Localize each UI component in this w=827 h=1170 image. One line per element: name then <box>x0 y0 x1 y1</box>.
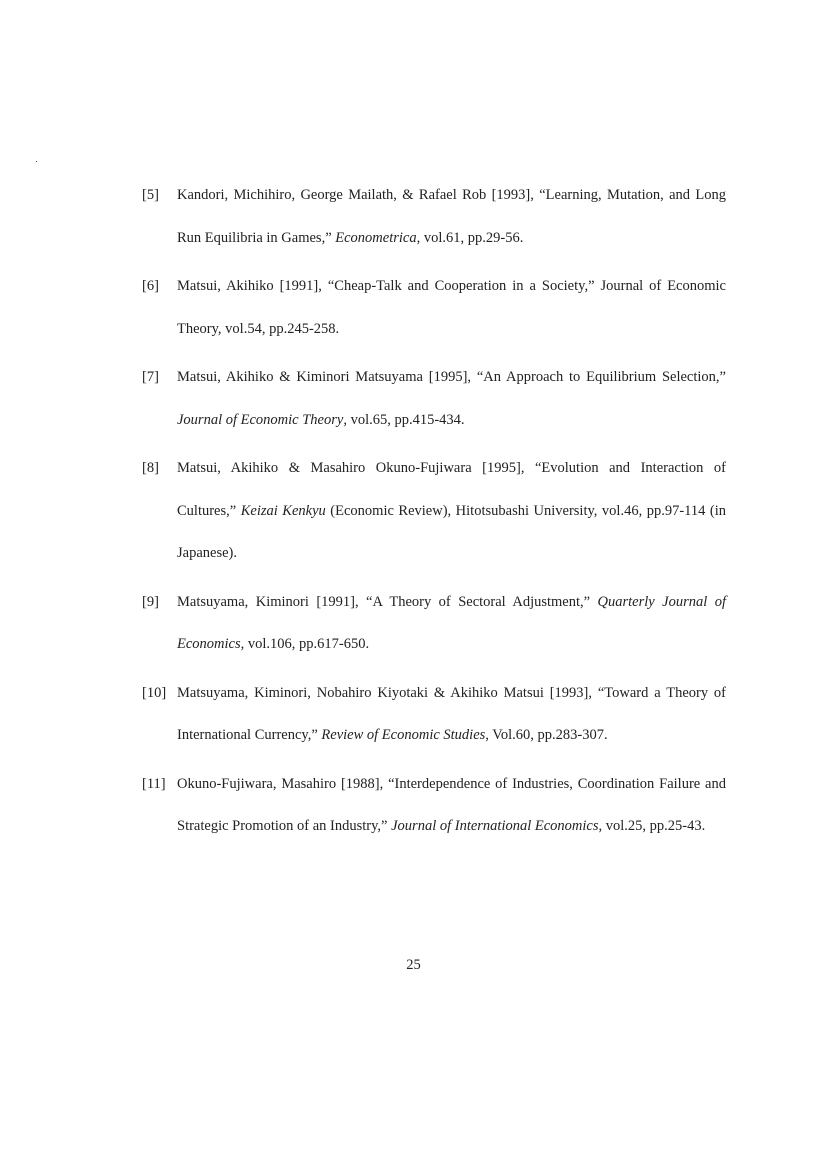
reference-item <box>142 174 726 259</box>
reference-text <box>142 672 726 757</box>
reference-text <box>142 174 726 259</box>
reference-text <box>142 265 726 350</box>
reference-item <box>142 581 726 666</box>
reference-number: [11] <box>142 775 166 792</box>
reference-journal: Econometrica <box>335 229 417 246</box>
reference-text-tail: , vol.106, pp.617-650. <box>240 636 370 652</box>
reference-number: [6] <box>142 278 159 294</box>
reference-text-tail: , vol.25, pp.25-43. <box>598 818 706 834</box>
reference-number: [8] <box>142 460 159 476</box>
reference-journal: Journal of International Economics <box>391 818 599 834</box>
references-list <box>142 174 726 854</box>
reference-item <box>142 672 726 757</box>
reference-text-plain: Matsui, Akihiko & Masahiro Okuno-Fujiwara [1995], “Evolution and Interaction of Cultures,” <box>177 460 726 519</box>
reference-text <box>142 763 726 848</box>
reference-text-plain: Okuno-Fujiwara, Masahiro [1988], “Interdependence of Industries, Coordination Failure and Strategic Promotion of an Industry,” <box>177 775 726 834</box>
reference-text-tail: , Vol.60, pp.283-307. <box>485 727 608 743</box>
reference-journal: Journal of Economic Theory <box>177 411 344 428</box>
scan-speck <box>36 161 37 162</box>
reference-text-plain: Matsui, Akihiko & Kiminori Matsuyama [1995], “An Approach to Equilibrium Selection,” <box>177 369 726 385</box>
reference-journal: Review of Economic Studies <box>321 727 486 743</box>
reference-text <box>142 447 726 575</box>
reference-number: [9] <box>142 593 159 610</box>
reference-journal: Quarterly Journal of Economics <box>177 593 726 652</box>
reference-text-plain: Matsuyama, Kiminori, Nobahiro Kiyotaki & Akihiko Matsui [1993], “Toward a Theory of International Currency,” <box>177 684 726 743</box>
reference-journal: Keizai Kenkyu <box>240 502 326 519</box>
reference-number: [5] <box>142 187 159 203</box>
reference-text <box>142 356 726 441</box>
reference-item <box>142 763 726 848</box>
reference-text-tail: , vol.61, pp.29-56. <box>416 229 524 246</box>
reference-item <box>142 447 726 575</box>
reference-item <box>142 265 726 350</box>
reference-number: [10] <box>142 684 167 701</box>
reference-text <box>142 581 726 666</box>
reference-text-plain: Kandori, Michihiro, George Mailath, & Rafael Rob [1993], “Learning, Mutation, and Long Run Equilibria in Games,” <box>177 187 726 246</box>
reference-text-tail: (Economic Review), Hitotsubashi University, vol.46, pp.97-114 (in Japanese). <box>177 502 726 561</box>
reference-text-plain: Matsui, Akihiko [1991], “Cheap-Talk and Cooperation in a Society,” Journal of Economic Theory, vol.54, pp.245-258. <box>177 278 726 337</box>
reference-text-plain: Matsuyama, Kiminori [1991], “A Theory of Sectoral Adjustment,” <box>177 593 598 610</box>
reference-item <box>142 356 726 441</box>
reference-number: [7] <box>142 369 159 385</box>
page-number: 25 <box>406 957 421 973</box>
reference-text-tail: , vol.65, pp.415-434. <box>343 411 465 428</box>
